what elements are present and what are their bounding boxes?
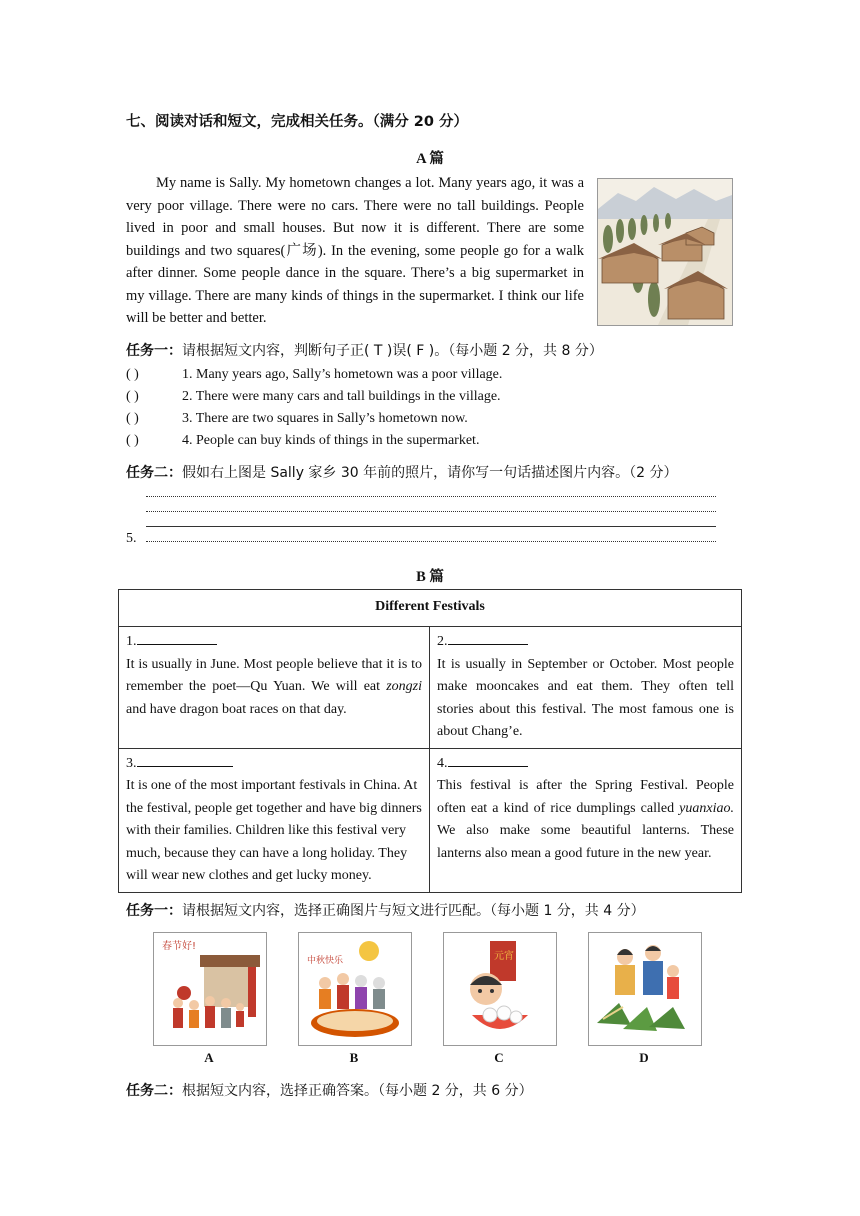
part-a-passage <box>126 172 584 330</box>
picture-a <box>153 932 267 1046</box>
picture-b <box>298 932 412 1046</box>
festival-description: This festival is after the Spring Festival. People often eat a kind of rice dumplings called yuanxiao. We also make some beautiful lanterns. These lanterns also mean a good future in the new year. <box>437 778 734 861</box>
table-title: Different Festivals <box>119 590 742 627</box>
task-instruction: 假如右上图是 Sally 家乡 30 年前的照片，请你写一句话描述图片内容。（2 分） <box>182 465 678 481</box>
blank-number: 4. <box>437 755 448 771</box>
answer-blank[interactable] <box>137 629 217 645</box>
mid-autumn-dinner-icon <box>299 933 411 1045</box>
answer-blank[interactable] <box>448 629 528 645</box>
picture-d <box>588 932 702 1046</box>
judgement-text: 2. There were many cars and tall buildings in the village. <box>182 389 501 404</box>
task-instruction: 请根据短文内容，判断句子正( T )误( F )。（每小题 2 分，共 8 分） <box>182 343 603 359</box>
task-label: 任务二： <box>126 1083 182 1099</box>
blank-number: 2. <box>437 634 448 649</box>
task-instruction: 请根据短文内容，选择正确图片与短文进行匹配。（每小题 1 分，共 4 分） <box>182 903 645 919</box>
picture-label: D <box>639 1050 649 1065</box>
festival-cell-1 <box>119 627 430 749</box>
part-b-heading: B 篇 <box>416 569 444 585</box>
part-b-task2 <box>126 1080 533 1100</box>
festival-description: It is usually in September or October. Most people make mooncakes and eat them. They often tell stories about this festival. The most famous one is about Chang’e. <box>437 656 734 739</box>
part-a-heading: A 篇 <box>416 151 444 167</box>
task-label: 任务二： <box>126 465 182 481</box>
picture-c <box>443 932 557 1046</box>
answer-paren[interactable]: ( ) <box>126 367 139 382</box>
village-illustration-icon <box>598 179 732 325</box>
part-a-task1 <box>126 340 603 360</box>
picture-caption: 中秋快乐 <box>307 956 344 966</box>
judgement-text: 1. Many years ago, Sally’s hometown was a poor village. <box>182 367 503 382</box>
blank-number: 3. <box>126 755 137 771</box>
passage-text: My name is Sally. My hometown changes a lot. Many years ago, it was a very poor village. There were no cars. There were no tall buildings. People lived in poor and small houses. But now it is different. There are some buildings and two squares(广场). In the evening, some people go for a walk after dinner. Some people dance in the square. There’s a big supermarket in my village. There are many kinds of things in the supermarket. I think our life will be better and better. <box>126 175 584 326</box>
answer-line[interactable] <box>146 511 716 512</box>
dragon-boat-zongzi-icon <box>589 933 701 1045</box>
task-label: 任务一： <box>126 903 182 919</box>
judgement-item <box>126 389 501 405</box>
festival-cell-3 <box>119 748 430 892</box>
answer-blank[interactable] <box>137 751 233 767</box>
answer-paren[interactable]: ( ) <box>126 411 139 426</box>
answer-line[interactable] <box>146 496 716 497</box>
festivals-table <box>118 589 742 893</box>
task-instruction: 根据短文内容，选择正确答案。（每小题 2 分，共 6 分） <box>182 1083 533 1099</box>
festival-cell-2 <box>430 627 742 749</box>
answer-line[interactable] <box>146 541 716 542</box>
lantern-festival-yuanxiao-icon <box>444 933 556 1045</box>
spring-festival-family-icon <box>154 933 266 1045</box>
festival-description: It is usually in June. Most people believe that it is to remember the poet—Qu Yuan. We will eat zongzi and have dragon boat races on that day. <box>126 656 422 717</box>
answer-blank[interactable] <box>448 751 528 767</box>
answer-line-number: 5. <box>126 531 137 546</box>
judgement-item <box>126 367 502 383</box>
task-label: 任务一： <box>126 343 182 359</box>
answer-line[interactable] <box>146 526 716 527</box>
picture-label: B <box>349 1050 359 1065</box>
picture-label: C <box>494 1050 504 1065</box>
village-picture <box>597 178 733 326</box>
section-title: 七、阅读对话和短文，完成相关任务。（满分 20 分） <box>126 114 469 130</box>
festival-description: It is one of the most important festivals in China. At the festival, people get together and have big dinners with their families. Children like this festival very much, because they can have a long holiday. They will wear new clothes and get lucky money. <box>126 778 422 883</box>
judgement-text: 3. There are two squares in Sally’s hometown now. <box>182 411 468 426</box>
festival-cell-4 <box>430 748 742 892</box>
judgement-item <box>126 411 468 427</box>
blank-number: 1. <box>126 634 137 649</box>
picture-caption: 春节好! <box>162 941 197 952</box>
picture-caption: 元宵 <box>494 951 514 962</box>
part-b-task1 <box>126 900 645 920</box>
judgement-item <box>126 433 479 449</box>
picture-label: A <box>204 1050 214 1065</box>
answer-paren[interactable]: ( ) <box>126 389 139 404</box>
answer-paren[interactable]: ( ) <box>126 433 139 448</box>
part-a-task2 <box>126 462 678 482</box>
judgement-text: 4. People can buy kinds of things in the supermarket. <box>182 433 480 448</box>
